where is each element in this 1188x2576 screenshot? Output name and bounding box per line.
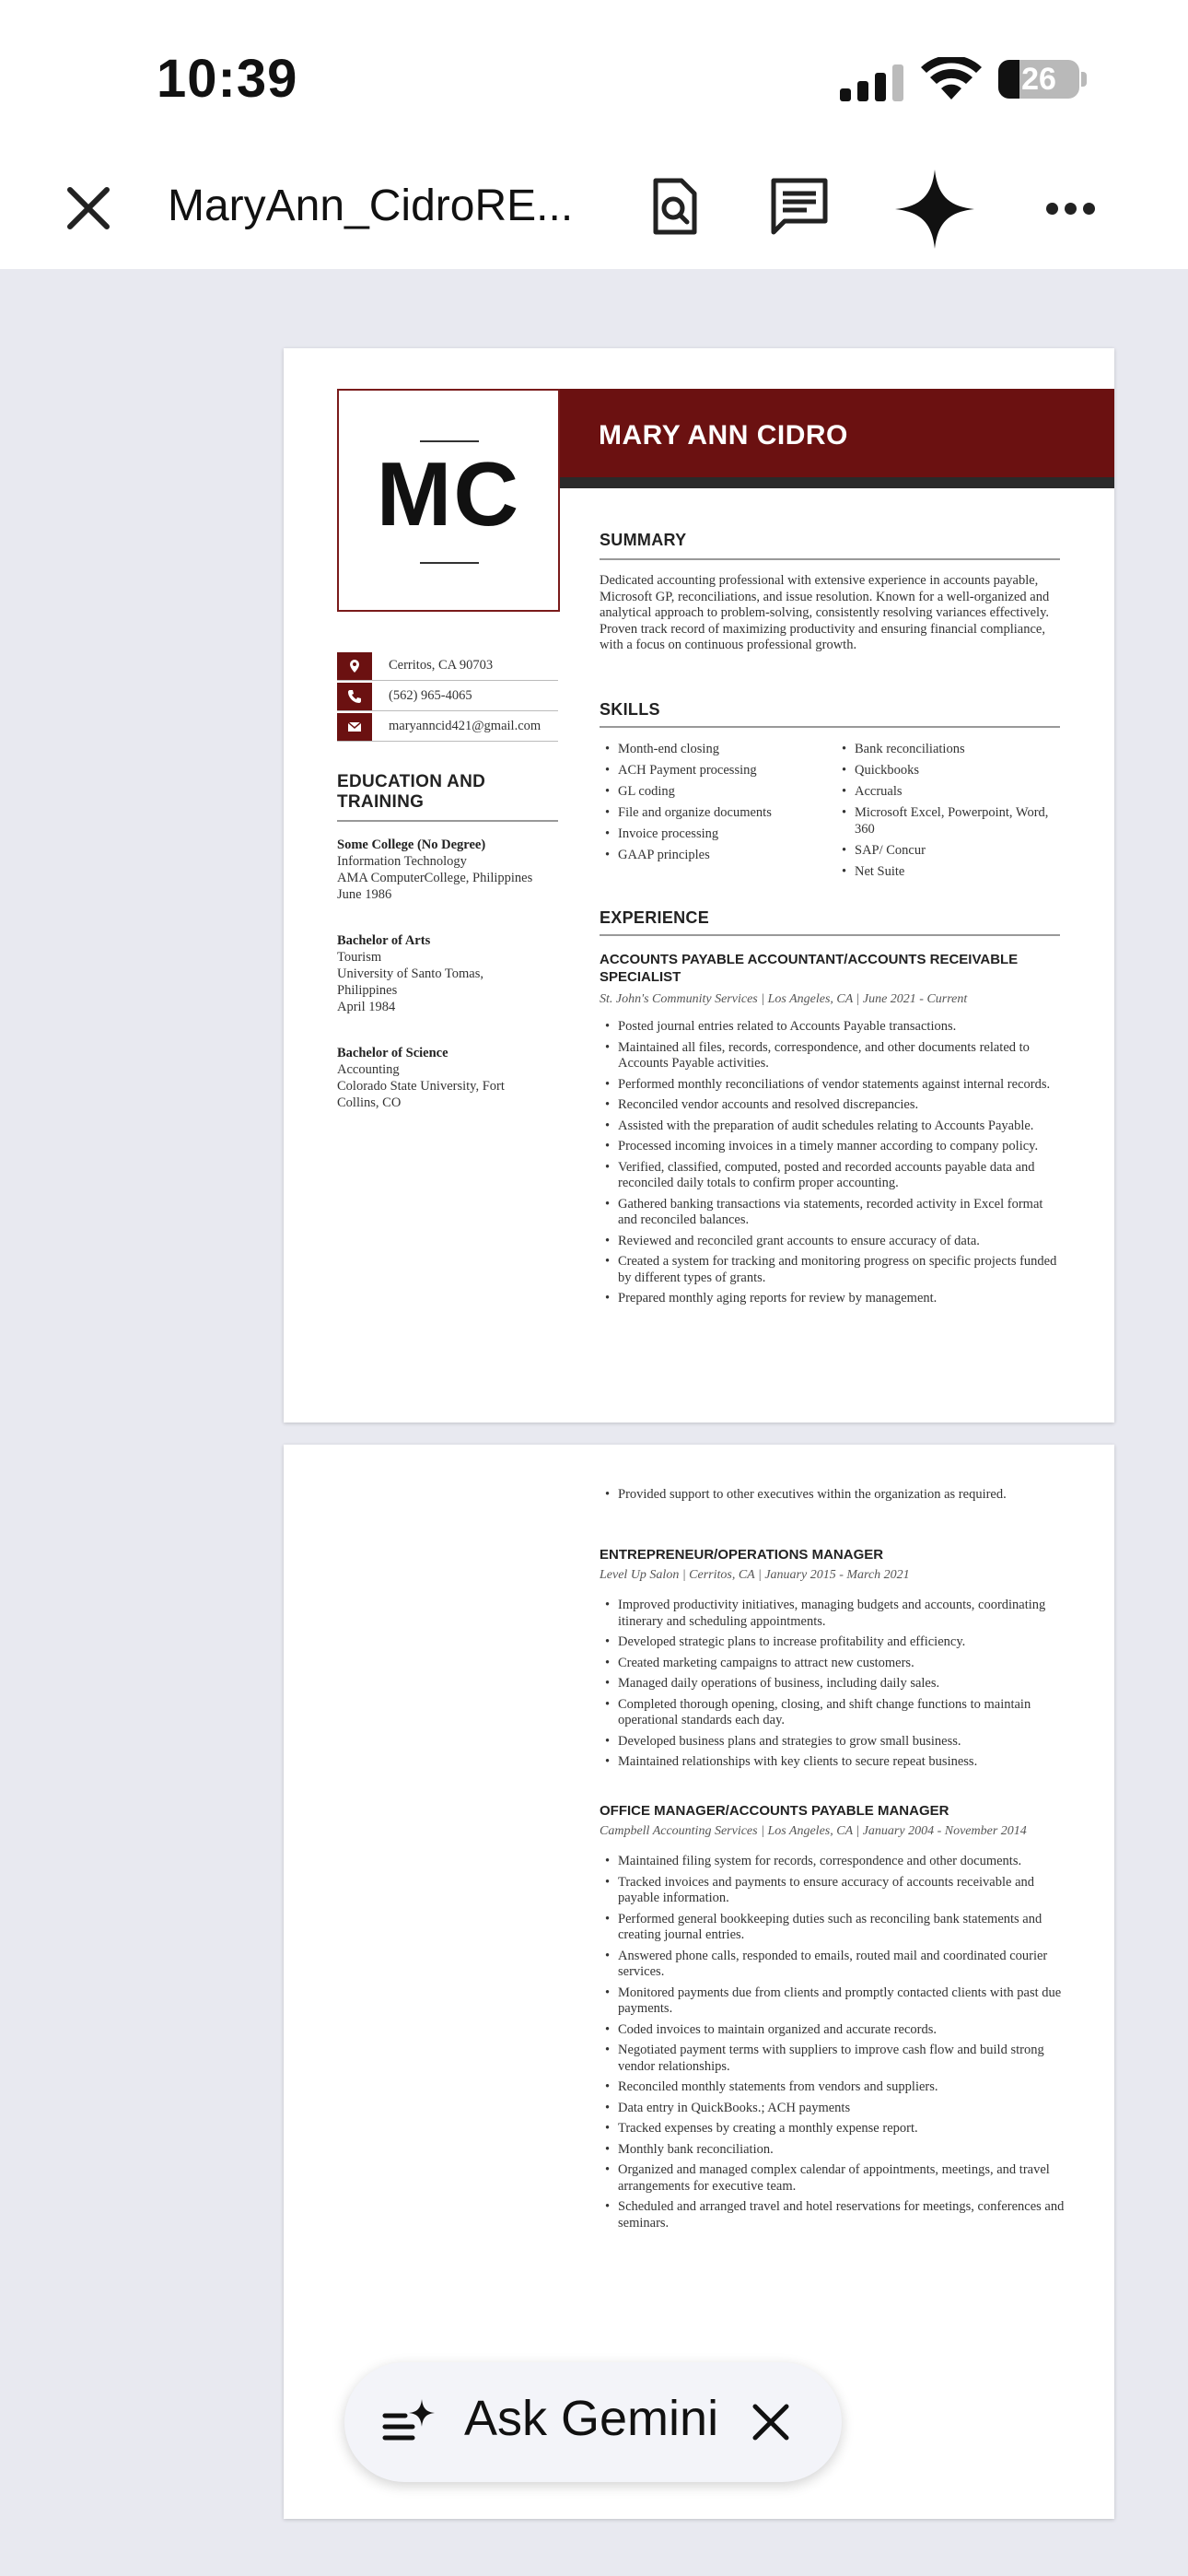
document-page-1 <box>284 348 1114 1423</box>
skills-heading: SKILLS <box>600 700 660 719</box>
gemini-sparkle-list-icon <box>381 2395 437 2449</box>
battery-tip <box>1081 72 1087 87</box>
bullet-item: • Developed business plans and strategies to grow small business. <box>600 1734 1065 1751</box>
job-title: ACCOUNTS PAYABLE ACCOUNTANT/ACCOUNTS RECEIVABLE SPECIALIST <box>600 952 1019 985</box>
bullet-item: • Performed general bookkeeping duties such as reconciling bank statements and creating journal entries. <box>600 1912 1065 1944</box>
document-title: MaryAnn_CidroRE... <box>168 181 574 230</box>
battery-icon <box>998 60 1079 99</box>
name-banner-underline <box>560 477 1114 488</box>
skill-item: • Quickbooks <box>836 762 1057 779</box>
skill-item: • Microsoft Excel, Powerpoint, Word, 360 <box>836 804 1057 837</box>
job-company: St. John's Community Services | Los Angeles, CA | June 2021 - Current <box>600 992 968 1006</box>
ask-gemini-label: Ask Gemini <box>464 2391 719 2446</box>
skill-item: • Invoice processing <box>600 825 830 842</box>
candidate-name: MARY ANN CIDRO <box>599 420 848 451</box>
contact-email: maryanncid421@gmail.com <box>337 713 558 742</box>
gemini-icon[interactable] <box>893 168 976 251</box>
skill-item: • Bank reconciliations <box>836 741 1057 757</box>
wifi-icon <box>921 57 982 101</box>
search-document-icon[interactable] <box>641 173 707 240</box>
bullet-item: • Created a system for tracking and monitoring progress on specific projects funded by different types of grants. <box>600 1254 1065 1286</box>
contact-location: Cerritos, CA 90703 <box>337 652 558 681</box>
bullet-item: • Verified, classified, computed, posted and recorded accounts payable data and reconciled daily totals to confirm proper accounting. <box>600 1160 1065 1192</box>
bullet-item: • Data entry in QuickBooks.; ACH payments <box>600 2101 1065 2117</box>
education-entry: Bachelor of Arts Tourism University of Santo Tomas, Philippines April 1984 <box>337 933 484 1014</box>
experience-rule <box>600 934 1060 936</box>
job-bullets <box>600 1598 1065 1775</box>
bullet-item: • Scheduled and arranged travel and hotel reservations for meetings, conferences and seminars. <box>600 2199 1065 2231</box>
bullet-item: • Maintained all files, records, correspondence, and other documents related to Accounts Payable activities. <box>600 1040 1065 1072</box>
bullet-item: • Posted journal entries related to Accounts Payable transactions. <box>600 1019 1065 1036</box>
location-pin-icon <box>337 652 372 680</box>
bullet-item: • Reconciled monthly statements from vendors and suppliers. <box>600 2079 1065 2096</box>
document-toolbar <box>0 157 1188 269</box>
bullet-item: • Tracked expenses by creating a monthly expense report. <box>600 2121 1065 2137</box>
skill-item: • ACH Payment processing <box>600 762 830 779</box>
close-icon[interactable] <box>750 2401 792 2443</box>
job-company: Campbell Accounting Services | Los Angeles, CA | January 2004 - November 2014 <box>600 1824 1027 1838</box>
status-time: 10:39 <box>157 49 298 109</box>
bullet-item: • Prepared monthly aging reports for review by management. <box>600 1291 1065 1307</box>
comment-icon[interactable] <box>766 173 833 240</box>
bullet-item: • Reconciled vendor accounts and resolved discrepancies. <box>600 1097 1065 1114</box>
job-bullets <box>600 1854 1065 2236</box>
education-rule <box>337 820 558 822</box>
job-company: Level Up Salon | Cerritos, CA | January 2015 - March 2021 <box>600 1568 910 1582</box>
education-entry: Bachelor of Science Accounting Colorado State University, Fort Collins, CO <box>337 1046 505 1110</box>
document-page-2 <box>284 1445 1114 2519</box>
name-banner <box>560 389 1114 477</box>
education-entry: Some College (No Degree) Information Technology AMA ComputerCollege, Philippines June 1986 <box>337 837 533 902</box>
bullet-item: • Negotiated payment terms with suppliers to improve cash flow and build strong vendor relationships. <box>600 2043 1065 2075</box>
bullet-item: • Maintained relationships with key clients to secure repeat business. <box>600 1754 1065 1771</box>
bullet-item: • Created marketing campaigns to attract new customers. <box>600 1656 1065 1672</box>
skill-item: • File and organize documents <box>600 804 830 821</box>
skill-item: • Accruals <box>836 783 1057 800</box>
skills-rule <box>600 726 1060 728</box>
contact-phone: (562) 965-4065 <box>337 683 558 711</box>
bullet-item: • Assisted with the preparation of audit schedules relating to Accounts Payable. <box>600 1118 1065 1135</box>
bullet-item: • Improved productivity initiatives, managing budgets and accounts, coordinating itinerary and scheduling appointments. <box>600 1598 1065 1630</box>
bullet-item: • Provided support to other executives within the organization as required. <box>600 1487 1065 1504</box>
skill-item: • Month-end closing <box>600 741 830 757</box>
skills-list-right <box>836 741 1057 884</box>
skill-item: • Net Suite <box>836 863 1057 880</box>
job-bullets <box>600 1487 1065 1508</box>
more-options-icon[interactable] <box>1046 203 1094 216</box>
close-icon[interactable] <box>59 179 118 238</box>
bullet-item: • Tracked invoices and payments to ensure accuracy of accounts receivable and payable information. <box>600 1875 1065 1907</box>
summary-heading: SUMMARY <box>600 531 687 549</box>
bullet-item: • Coded invoices to maintain organized and accurate records. <box>600 2022 1065 2039</box>
bullet-item: • Monitored payments due from clients and promptly contacted clients with past due payments. <box>600 1985 1065 2018</box>
skill-item: • SAP/ Concur <box>836 842 1057 859</box>
summary-rule <box>600 558 1060 560</box>
education-heading: EDUCATION AND TRAINING <box>337 772 486 812</box>
skill-item: • GAAP principles <box>600 847 830 863</box>
phone-icon <box>337 683 372 710</box>
bullet-item: • Processed incoming invoices in a timely manner according to company policy. <box>600 1139 1065 1155</box>
job-title: ENTREPRENEUR/OPERATIONS MANAGER <box>600 1547 884 1563</box>
bullet-item: • Gathered banking transactions via statements, recorded activity in Excel format and reconciled balances. <box>600 1197 1065 1229</box>
envelope-icon <box>337 713 372 741</box>
bullet-item: • Maintained filing system for records, correspondence and other documents. <box>600 1854 1065 1870</box>
job-bullets <box>600 1019 1065 1312</box>
battery-level: 26 <box>1021 62 1056 97</box>
status-bar <box>0 0 1188 157</box>
bullet-item: • Managed daily operations of business, including daily sales. <box>600 1676 1065 1692</box>
job-title: OFFICE MANAGER/ACCOUNTS PAYABLE MANAGER <box>600 1803 949 1819</box>
bullet-item: • Reviewed and reconciled grant accounts to ensure accuracy of data. <box>600 1234 1065 1250</box>
monogram: MC <box>376 443 521 544</box>
ask-gemini-button[interactable] <box>344 2362 842 2482</box>
bullet-item: • Completed thorough opening, closing, and shift change functions to maintain operational standards each day. <box>600 1697 1065 1729</box>
bullet-item: • Organized and managed complex calendar of appointments, meetings, and travel arrangements for executive team. <box>600 2162 1065 2195</box>
monogram-box <box>337 389 560 612</box>
bullet-item: • Performed monthly reconciliations of vendor statements against internal records. <box>600 1077 1065 1094</box>
bullet-item: • Answered phone calls, responded to emails, routed mail and coordinated courier services. <box>600 1949 1065 1981</box>
cellular-signal-icon <box>840 63 904 101</box>
bullet-item: • Monthly bank reconciliation. <box>600 2142 1065 2159</box>
experience-heading: EXPERIENCE <box>600 908 710 927</box>
skill-item: • GL coding <box>600 783 830 800</box>
bullet-item: • Developed strategic plans to increase profitability and efficiency. <box>600 1634 1065 1651</box>
skills-list-left <box>600 741 830 868</box>
summary-text: Dedicated accounting professional with extensive experience in accounts payable, Microsoft GP, reconciliations, and issue resolution. Known for a well-organized and analytical approach to problem-solving, consistently resolving variances effectively. Proven track record of maximizing productivity and ensuring financial compliance, with a focus on continuous professional growth. <box>600 573 1050 652</box>
